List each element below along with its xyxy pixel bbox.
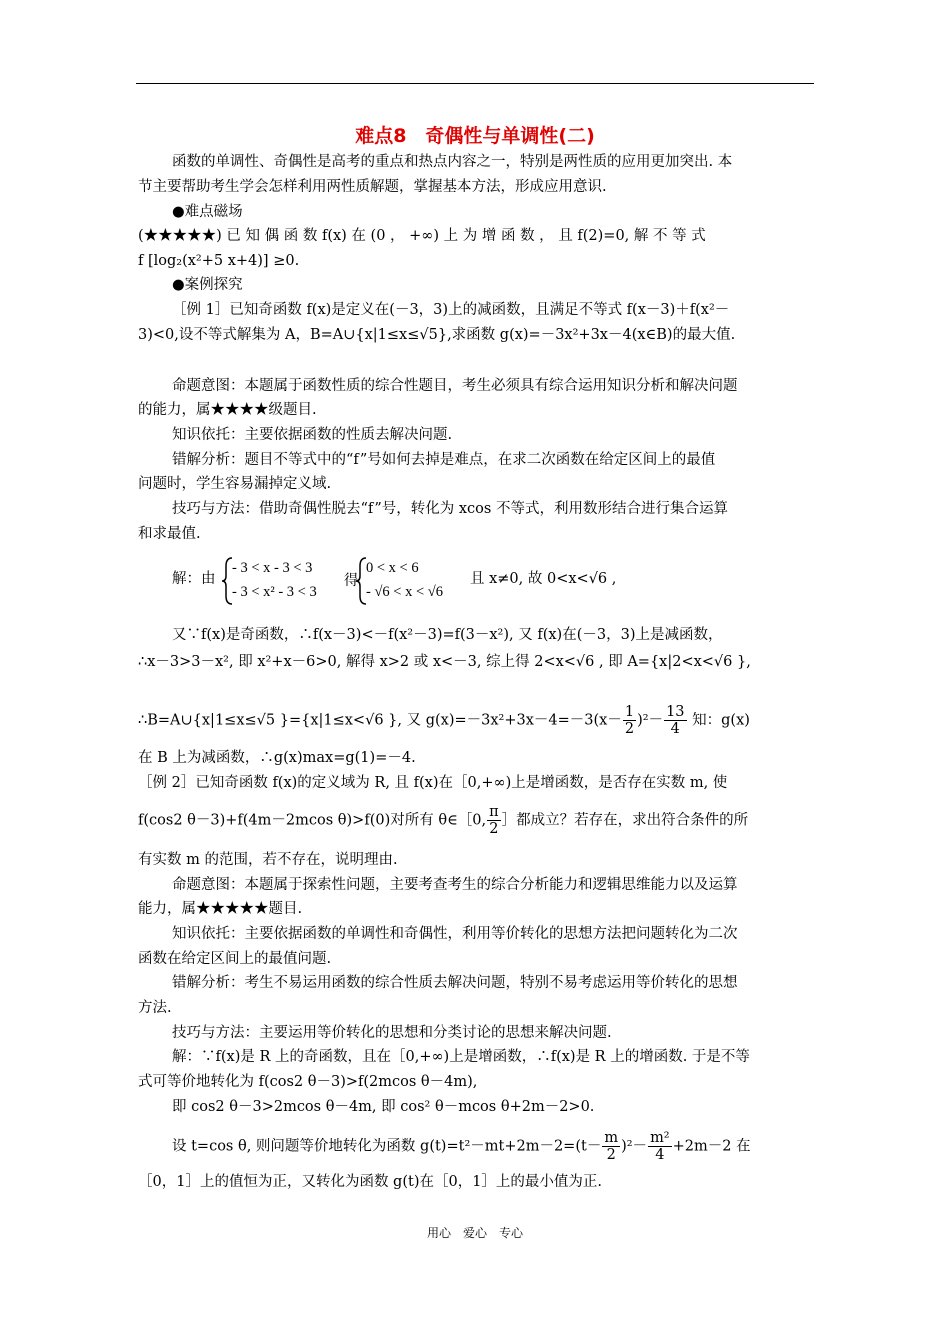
paragraph-line xyxy=(138,325,735,345)
paragraph-line: 错解分析：题目不等式中的“f”号如何去掉是难点，在求二次函数在给定区间上的最值 xyxy=(172,452,716,468)
numerator: π xyxy=(489,804,499,820)
denominator: 4 xyxy=(655,1147,665,1163)
paragraph-line: 知识依托：主要依据函数的性质去解决问题. xyxy=(172,427,453,443)
paragraph-line: 问题时，学生容易漏掉定义域. xyxy=(138,476,332,492)
text-segment: +2m－2 在 xyxy=(672,1138,751,1155)
paragraph-line: ［例 1］已知奇函数 f(x)是定义在(－3，3)上的减函数，且满足不等式 f(x－3)＋f(x²－ xyxy=(172,302,730,318)
denominator: 2 xyxy=(624,721,635,737)
denominator: 2 xyxy=(489,821,499,837)
page-title: 难点8 奇偶性与单调性(二) xyxy=(355,125,595,147)
paragraph-line: 技巧与方法：借助奇偶性脱去“f”号，转化为 xcos 不等式，利用数形结合进行集合运算 xyxy=(172,501,728,517)
paragraph-line: 知识依托：主要依据函数的单调性和奇偶性，利用等价转化的思想方法把问题转化为二次 xyxy=(172,926,738,942)
paragraph-line: 函数在给定区间上的最值问题. xyxy=(138,951,332,967)
text-segment: 知：g(x) xyxy=(692,712,750,729)
paragraph-line: 命题意图：本题属于探索性问题，主要考查考生的综合分析能力和逻辑思维能力以及运算 xyxy=(172,877,738,893)
header-rule xyxy=(136,83,814,84)
numerator: m xyxy=(604,1130,619,1146)
paragraph-line: 在 B 上为减函数，∴g(x)max=g(1)=－4. xyxy=(138,750,416,766)
text-segment: },求函数 g(x)=－3x²+3x－4(x∈B)的最大值. xyxy=(437,327,736,343)
paragraph-line: 方法. xyxy=(138,1000,172,1016)
denominator: 4 xyxy=(670,721,680,737)
paragraph-line: 能力，属★★★★★题目. xyxy=(138,901,303,917)
text-segment: 设 t=cos θ, 则问题等价地转化为函数 g(t)=t²－mt+2m－2=(t－ xyxy=(172,1138,602,1155)
paragraph-line: 命题意图：本题属于函数性质的综合性题目，考生必须具有综合运用知识分析和解决问题 xyxy=(172,378,738,394)
text-segment: )²－ xyxy=(637,712,664,729)
paragraph-line xyxy=(138,704,750,737)
inequality: 0 < x < 6 xyxy=(366,560,419,576)
paragraph-line: (★★★★★) 已 知 偶 函 数 f(x) 在 (0 ， +∞) 上 为 增 函 数 ， 且 f(2)=0, 解 不 等 式 xyxy=(138,228,706,244)
paragraph-line: 节主要帮助考生学会怎样利用两性质解题，掌握基本方法，形成应用意识. xyxy=(138,179,607,195)
inequality: - 3 < x² - 3 < 3 xyxy=(232,584,317,600)
section-heading: ●难点磁场 xyxy=(172,204,243,220)
text-segment: )²－ xyxy=(621,1138,648,1155)
paragraph-line: 有实数 m 的范围，若不存在，说明理由. xyxy=(138,852,398,868)
paragraph-line: 错解分析：考生不易运用函数的综合性质去解决问题，特别不易考虑运用等价转化的思想 xyxy=(172,975,738,991)
inequality-system-1 xyxy=(232,556,317,604)
inequality-system-2 xyxy=(366,556,443,604)
text-segment: ］都成立？若存在，求出符合条件的所 xyxy=(501,812,749,829)
inequality: - √6 < x < √6 xyxy=(366,584,443,600)
fraction xyxy=(623,704,636,737)
paragraph-line: ［0，1］上的值恒为正，又转化为函数 g(t)在［0，1］上的最小值为正. xyxy=(138,1174,603,1190)
paragraph-line: 式可等价地转化为 f(cos2 θ－3)>f(2mcos θ－4m), xyxy=(138,1074,478,1090)
paragraph-line: ∴x－3>3－x², 即 x²+x－6>0, 解得 x>2 或 x<－3, 综上得 2<x<√6 , 即 A={x|2<x<√6 }, xyxy=(138,654,751,670)
numerator: 1 xyxy=(624,704,635,720)
paragraph-line: 又∵f(x)是奇函数，∴f(x－3)<－f(x²－3)=f(3－x²), 又 f(x)在(－3，3)上是减函数， xyxy=(172,627,723,643)
paragraph-line: 和求最值. xyxy=(138,526,201,542)
page-footer: 用心 爱心 专心 xyxy=(426,1226,523,1240)
text-segment: 3)<0,设不等式解集为 A，B=A∪{x|1≤x≤ xyxy=(138,327,420,343)
paragraph-line: f [log₂(x²+5 x+4)] ≥0. xyxy=(138,253,300,269)
paragraph-line xyxy=(172,1130,751,1163)
paragraph-line: 即 cos2 θ－3>2mcos θ－4m, 即 cos² θ－mcos θ+2m－2>0. xyxy=(172,1099,595,1115)
text-segment: 得 xyxy=(344,573,359,589)
paragraph-line: ［例 2］已知奇函数 f(x)的定义域为 R, 且 f(x)在［0,+∞)上是增函数，是否存在实数 m, 使 xyxy=(138,775,728,791)
numerator: 13 xyxy=(666,704,685,720)
text-segment: ∴B=A∪{x|1≤x≤√5 }={x|1≤x<√6 }, 又 g(x)=－3x²+3x－4=－3(x－ xyxy=(138,712,622,729)
paragraph-line xyxy=(138,804,748,837)
math-sqrt: √5 xyxy=(419,327,438,343)
fraction xyxy=(602,1130,620,1163)
numerator: m² xyxy=(650,1130,670,1146)
text-segment: 且 x≠0, 故 0<x<√6 , xyxy=(470,571,617,587)
fraction xyxy=(648,1130,672,1163)
fraction xyxy=(487,804,501,837)
fraction xyxy=(664,704,686,737)
paragraph-line: 解：∵f(x)是 R 上的奇函数，且在［0,+∞)上是增函数，∴f(x)是 R 上的增函数. 于是不等 xyxy=(172,1049,750,1065)
denominator: 2 xyxy=(606,1147,616,1163)
solution-intro: 解：由 xyxy=(172,571,216,587)
paragraph-line: 函数的单调性、奇偶性是高考的重点和热点内容之一，特别是两性质的应用更加突出. 本 xyxy=(172,154,733,170)
inequality: - 3 < x - 3 < 3 xyxy=(232,560,313,576)
paragraph-line: 的能力，属★★★★级题目. xyxy=(138,402,317,418)
section-heading: ●案例探究 xyxy=(172,277,243,293)
paragraph-line: 技巧与方法：主要运用等价转化的思想和分类讨论的思想来解决问题. xyxy=(172,1025,612,1041)
text-segment: f(cos2 θ－3)+f(4m－2mcos θ)>f(0)对所有 θ∈［0, xyxy=(138,812,487,829)
